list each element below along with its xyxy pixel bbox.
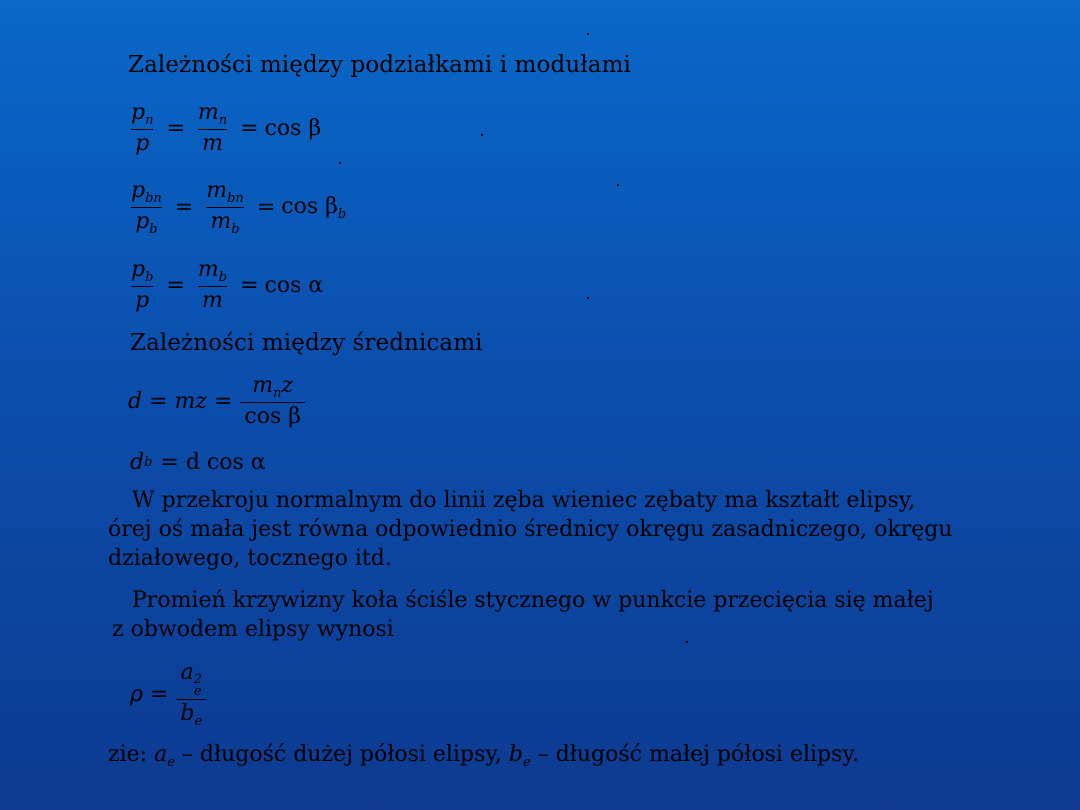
paragraph-line: Promień krzywizny koła ściśle stycznego w punkcie przecięcia się małej [132,588,934,613]
fraction-pb-p: $\frac{p_b}{p}$ [131,257,154,313]
paragraph-curvature [108,586,934,644]
scan-speck [686,641,688,643]
fraction-mbn-mb: $\frac{m_{bn}}{m_b}$ [206,178,244,237]
paragraph-line: W przekroju normalnym do linii zęba wieniec zębaty ma kształt elipsy, [132,488,916,513]
formula-base-pitch: $\frac{p_b}{p}$ = $\frac{m_b}{m}$ = cos α [124,257,323,313]
legend-line: zie: $a_e$ – długość dużej półosi elipsy, $b_e$ – długość małej półosi elipsy. [108,742,859,770]
paragraph-ellipse [108,486,952,573]
formula-base-normal-pitch: $\frac{p_{bn}}{p_b}$ = $\frac{m_{bn}}{m_b}$ = $\cos \beta_b$ [124,178,346,237]
scan-speck [587,297,589,299]
paragraph-line: órej oś mała jest równa odpowiednio średnicy okręgu zasadniczego, okręgu [108,517,953,542]
fraction-pn-p: $\frac{p_n}{p}$ [131,100,154,156]
paragraph-line: z obwodem elipsy wynosi [112,617,394,642]
formula-pitch-diameter: d = mz = $\frac{m_nz}{\text{cos β}}$ [128,373,308,429]
scan-speck [617,184,619,186]
fraction-pbn-pb: $\frac{p_{bn}}{p_b}$ [131,178,162,237]
heading-pitch-module: Zależności między podziałkami i modułami [128,52,631,78]
fraction-ae2-be: a 2 e $b_e$ [176,660,206,729]
formula-base-diameter: d b = d cos α [130,450,266,475]
formula-curvature-radius: ρ = a 2 e $b_e$ [130,660,209,729]
formula-normal-pitch: $\frac{p_n}{p}$ = $\frac{m_n}{m}$ = cos β [124,100,321,156]
formula-rhs: cos α [264,272,324,298]
formula-rhs: cos β [264,115,322,141]
formula-rhs: $\cos \beta_b$ [281,193,347,222]
scan-speck [587,33,589,35]
scan-speck [339,162,341,164]
fraction-mnz-cosbeta: $\frac{m_nz}{\text{cos β}}$ [240,373,305,429]
fraction-mn-m: $\frac{m_n}{m}$ [197,100,228,156]
scan-speck [481,134,483,136]
paragraph-line: działowego, tocznego itd. [108,546,392,571]
heading-diameters: Zależności między średnicami [130,330,483,356]
fraction-mb-m: $\frac{m_b}{m}$ [197,257,228,313]
